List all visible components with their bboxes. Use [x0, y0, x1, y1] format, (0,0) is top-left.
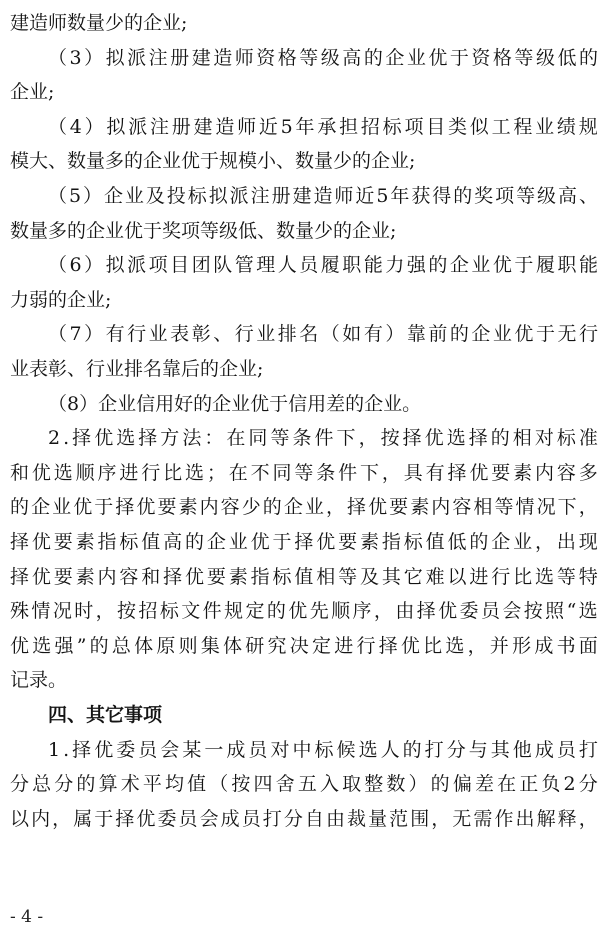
text-line: 的 企 业 优 于 择 优 要 素 内 容 少 的 企 业 ， 择 优 要 素 内 容 相 等 情 况 下 ， [10, 496, 598, 519]
text-line: 殊 情 况 时 ， 按 招 标 文 件 规 定 的 优 先 顺 序 ， 由 择 优 委 员 会 按 照 “ 选 [10, 600, 598, 623]
text-line: 择 优 要 素 内 容 和 择 优 要 素 指 标 值 相 等 及 其 它 难 以 进 行 比 选 等 特 [10, 565, 598, 588]
text-line: 择 优 要 素 指 标 值 高 的 企 业 优 于 择 优 要 素 指 标 值 低 的 企 业 ， 出 现 [10, 531, 598, 553]
text-line: 模大、数量多的企业优于规模小、数量少的企业; [10, 150, 416, 173]
text-line: 业表彰、行业排名靠后的企业; [10, 358, 264, 380]
text-line: 建造师数量少的企业; [10, 12, 188, 34]
text-line: 企业; [10, 81, 55, 104]
text-line: 力弱的企业; [10, 288, 112, 311]
text-line: （8）企业信用好的企业优于信用差的企业。 [48, 392, 422, 415]
text-line: 2 . 择 优 选 择 方 法 ： 在 同 等 条 件 下 ， 按 择 优 选 择 的 相 对 标 准 [48, 427, 598, 450]
section-heading: 四、其它事项 [48, 704, 163, 726]
text-line: （ 4 ） 拟 派 注 册 建 造 师 近 5 年 承 担 招 标 项 目 类 似 工 程 业 绩 规 [48, 115, 598, 138]
text-line: 1 . 择 优 委 员 会 某 一 成 员 对 中 标 候 选 人 的 打 分 与 其 他 成 员 打 [48, 738, 598, 761]
text-line: 以 内 ， 属 于 择 优 委 员 会 成 员 打 分 自 由 裁 量 范 围 ， 无 需 作 出 解 释 ， [10, 807, 598, 830]
text-line: （ 3 ） 拟 派 注 册 建 造 师 资 格 等 级 高 的 企 业 优 于 资 格 等 级 低 的 [48, 46, 598, 69]
text-line: （ 5 ） 企 业 及 投 标 拟 派 注 册 建 造 师 近 5 年 获 得 的 奖 项 等 级 高 、 [48, 185, 598, 207]
text-line: 记录。 [10, 669, 68, 692]
text-line: 和 优 选 顺 序 进 行 比 选 ； 在 不 同 等 条 件 下 ， 具 有 择 优 要 素 内 容 多 [10, 461, 598, 484]
text-line: （ 7 ） 有 行 业 表 彰 、 行 业 排 名 （ 如 有 ） 靠 前 的 企 业 优 于 无 行 [48, 323, 598, 346]
page-number: - 4 - [10, 907, 44, 927]
text-line: 分 总 分 的 算 术 平 均 值 （ 按 四 舍 五 入 取 整 数 ） 的 偏 差 在 正 负 2 分 [10, 773, 598, 796]
text-line: 优 选 强 ” 的 总 体 原 则 集 体 研 究 决 定 进 行 择 优 比 选 ， 并 形 成 书 面 [10, 634, 598, 657]
text-line: 数量多的企业优于奖项等级低、数量少的企业; [10, 219, 397, 242]
text-line: （ 6 ） 拟 派 项 目 团 队 管 理 人 员 履 职 能 力 强 的 企 业 优 于 履 职 能 [48, 254, 598, 277]
